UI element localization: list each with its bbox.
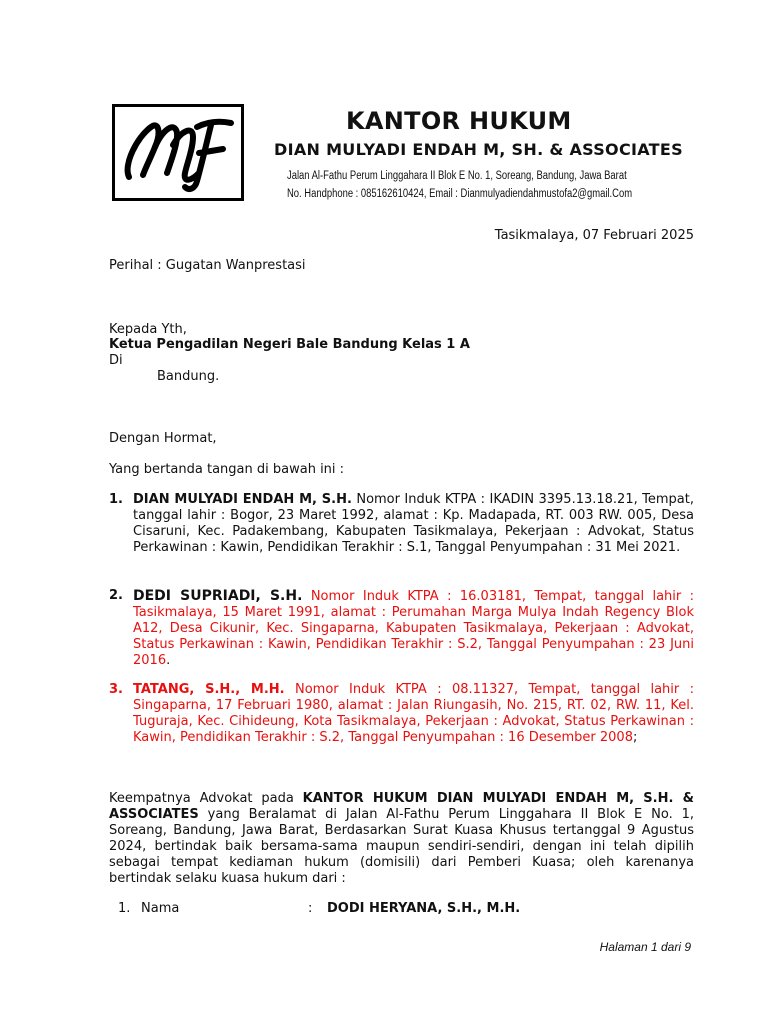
client-name-colon: : [308, 901, 313, 916]
signatory-details: Nomor Induk KTPA : IKADIN 3395.13.18.21, Tempat, tanggal lahir : Bogor, 23 Maret 1992, alamat : Kp. Madapada, RT. 003 RW. 005, Desa Cisaruni, Kec. Padakembang, Kabupaten Tasikmalaya, Pekerjaan : Advokat, Status Perkawinan : Kawin, Pendidikan Terakhir : S.1, Tanggal Penyumpahan : 31 Mei 2021. [133, 492, 694, 555]
list-item [109, 682, 694, 746]
firm-name: KANTOR HUKUM DIAN MULYADI ENDAH M, S.H. & ASSOCIATES [109, 791, 694, 822]
signatory-details: Nomor Induk KTPA : 16.03181, Tempat, tanggal lahir : Tasikmalaya, 15 Maret 1991, alamat : Perumahan Marga Mulya Indah Regency Blok A12, Desa Cikunir, Kec. Singaparna, Kabupaten Tasikmalaya, Pekerjaan : Advokat, Status Perkawinan : Kawin, Pendidikan Terakhir : S.2, Tanggal Penyumpahan : 23 Juni 2016 [133, 589, 695, 668]
list-item [109, 588, 694, 669]
letterhead-title: KANTOR HUKUM [346, 107, 572, 135]
recipient-name: Ketua Pengadilan Negeri Bale Bandung Kelas 1 A [109, 337, 470, 352]
recipient-di: Di [109, 353, 123, 368]
salutation: Dengan Hormat, [109, 431, 217, 446]
client-name-label: Nama [141, 901, 180, 916]
client-name-value: DODI HERYANA, S.H., M.H. [327, 901, 521, 916]
mf-monogram-icon [115, 107, 241, 198]
recipient-greeting: Kepada Yth, [109, 322, 187, 337]
item-number: 3. [109, 682, 123, 697]
letterhead-address: Jalan Al-Fathu Perum Linggahara II Blok E No. 1, Soreang, Bandung, Jawa Barat [287, 170, 627, 182]
recipient-city: Bandung. [157, 369, 220, 384]
signatory-name: DEDI SUPRIADI, S.H. [133, 588, 303, 604]
signatory-name: TATANG, S.H., M.H. [133, 682, 285, 697]
client-item-number: 1. [118, 901, 131, 916]
body-paragraph [109, 791, 694, 887]
page-number: Halaman 1 dari 9 [599, 940, 691, 954]
signatory-tail: ; [632, 730, 638, 745]
item-number: 1. [109, 492, 123, 507]
paragraph-rest: yang Beralamat di Jalan Al-Fathu Perum Linggahara II Blok E No. 1, Soreang, Bandung, Jawa Barat, Berdasarkan Surat Kuasa Khusus tertanggal 9 Agustus 2024, bertindak baik bersama-sama maupun sendiri-sendiri, dengan ini telah dipilih sebagai tempat kediaman hukum (domisili) dari Pemberi Kuasa; oleh karenanya bertindak selaku kuasa hukum dari : [109, 807, 694, 886]
item-number: 2. [109, 588, 123, 603]
letter-date: Tasikmalaya, 07 Februari 2025 [494, 228, 694, 243]
law-firm-logo [112, 104, 244, 201]
list-item [109, 492, 694, 556]
letterhead-contact: No. Handphone : 085162610424, Email : Dianmulyadiendahmustofa2@gmail.Com [287, 188, 633, 200]
signatory-details: Nomor Induk KTPA : 08.11327, Tempat, tanggal lahir : Singaparna, 17 Februari 1980, alamat : Jalan Riungasih, No. 215, RT. 02, RW. 11, Kel. Tuguraja, Kec. Cihideung, Kota Tasikmalaya, Pekerjaan : Advokat, Status Perkawinan : Kawin, Pendidikan Terakhir : S.2, Tanggal Penyumpahan : 16 Desember 2008 [133, 682, 694, 745]
intro-line: Yang bertanda tangan di bawah ini : [109, 462, 345, 477]
signatory-tail: . [166, 653, 171, 668]
paragraph-lead: Keempatnya Advokat pada [109, 791, 303, 806]
signatory-name: DIAN MULYADI ENDAH M, S.H. [133, 492, 352, 507]
letterhead-subtitle: DIAN MULYADI ENDAH M, SH. & ASSOCIATES [274, 140, 683, 159]
subject-line: Perihal : Gugatan Wanprestasi [109, 258, 306, 273]
